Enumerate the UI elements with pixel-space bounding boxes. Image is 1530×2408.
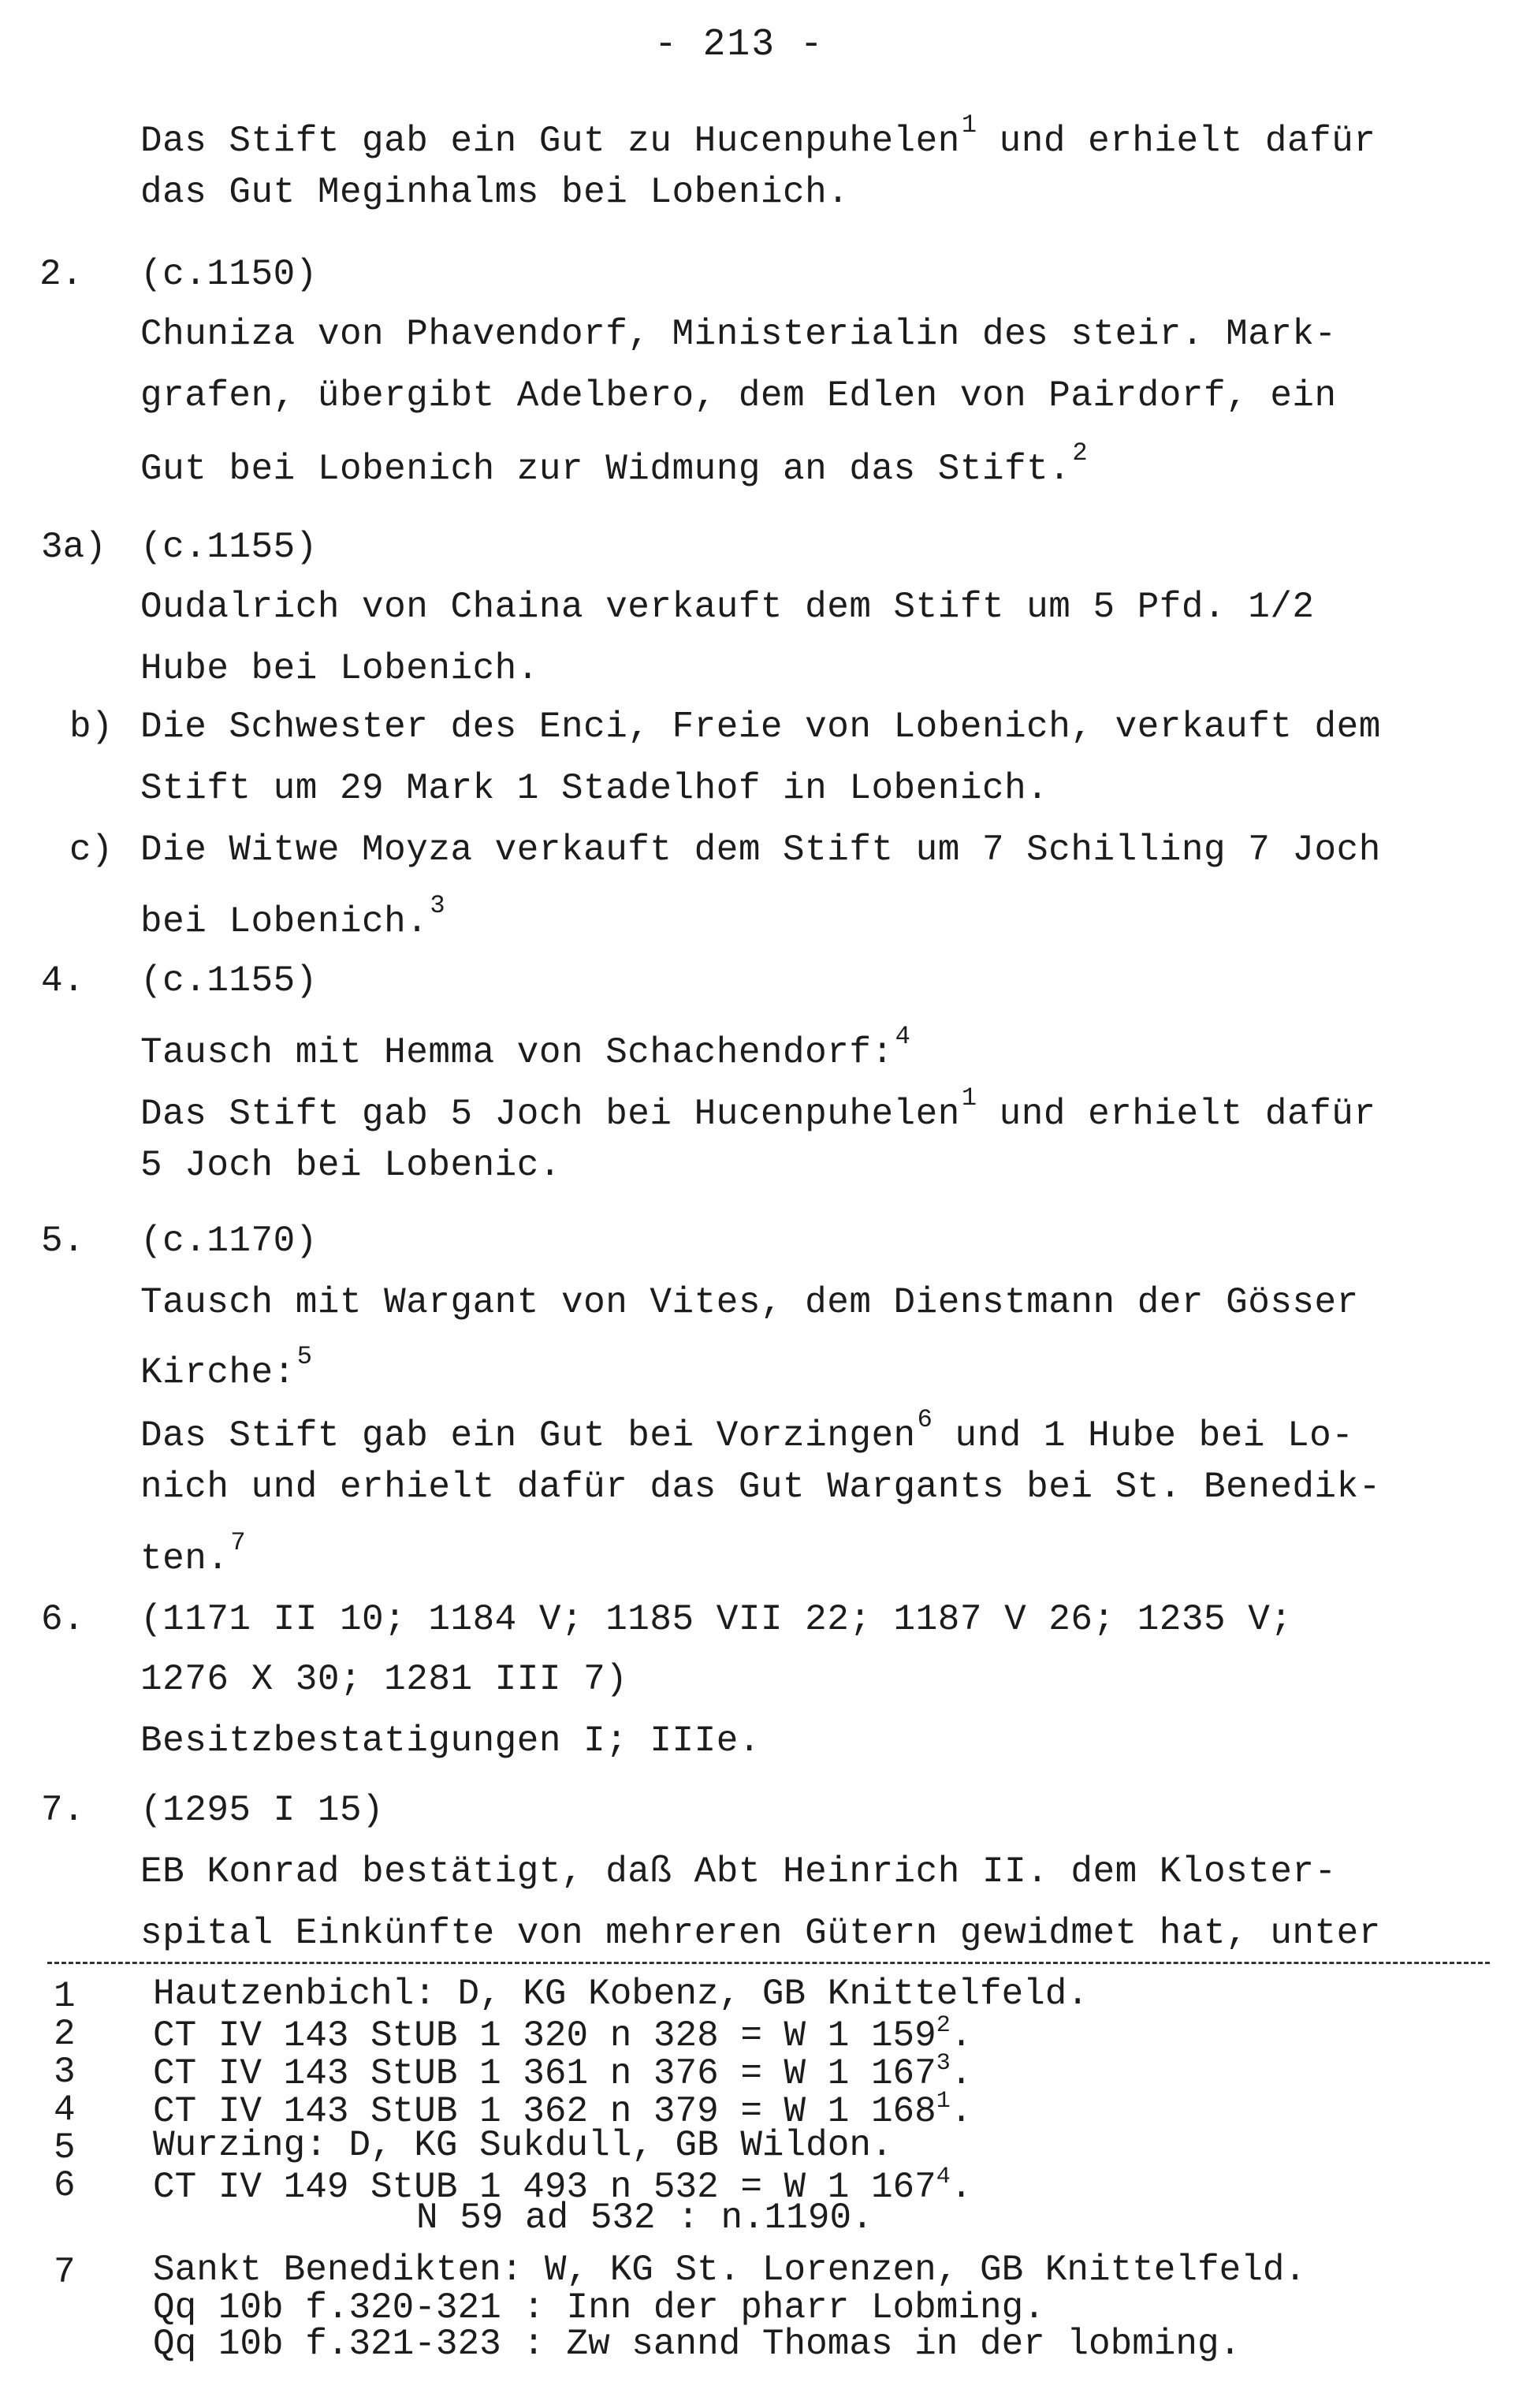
- footnote-number: 4: [54, 2089, 76, 2130]
- page-number: - 213 -: [654, 24, 825, 66]
- footnote-marker: 5: [296, 1342, 313, 1371]
- entry-line: [140, 1083, 1376, 1135]
- footnote-tail: .: [950, 2015, 973, 2056]
- line-text: EB Konrad bestätigt, daß Abt Heinrich II. dem Kloster-: [140, 1851, 1337, 1892]
- entry-line: [140, 375, 1337, 416]
- entry-line: [140, 1913, 1381, 1954]
- line-text: (1295 I 15): [140, 1790, 385, 1831]
- footnote-number: 1: [54, 1976, 76, 2017]
- footnote-marker: 3: [430, 891, 446, 920]
- footnote-superscript: 4: [936, 2164, 951, 2190]
- entry-line: [140, 1221, 318, 1262]
- footnote-line: [153, 2089, 972, 2130]
- footnote-line: [153, 2287, 1045, 2328]
- footnote-tail: .: [950, 2091, 973, 2132]
- footnote-marker: 1: [961, 110, 977, 140]
- entry-line: [140, 1599, 1292, 1640]
- footnote-tail: .: [950, 2053, 973, 2094]
- footnote-marker: 1: [961, 1083, 977, 1113]
- entry-line: [140, 1145, 561, 1186]
- entry-line: [140, 1282, 1359, 1323]
- line-text: (c.1155): [140, 527, 318, 568]
- line-text: Oudalrich von Chaina verkauft dem Stift um 5 Pfd. 1/2: [140, 587, 1315, 628]
- footnote-number: 3: [54, 2052, 76, 2093]
- line-text: ten.: [140, 1538, 229, 1579]
- entry-line: [140, 960, 318, 1001]
- footnote-text: CT IV 143 StUB 1 362 n 379 = W 1 168: [153, 2091, 936, 2132]
- entry-number: 6.: [41, 1599, 85, 1640]
- entry-line: [140, 587, 1315, 628]
- footnote-text: CT IV 143 StUB 1 320 n 328 = W 1 159: [153, 2015, 936, 2056]
- footnote-line: [153, 1974, 1089, 2015]
- footnote-text: Sankt Benedikten: W, KG St. Lorenzen, GB Knittelfeld.: [153, 2250, 1307, 2291]
- line-text: nich und erhielt dafür das Gut Wargants bei St. Benedik-: [140, 1467, 1381, 1508]
- footnote-text: CT IV 143 StUB 1 361 n 376 = W 1 167: [153, 2053, 936, 2094]
- entry-line: [140, 527, 318, 568]
- footnote-number: 7: [54, 2252, 76, 2293]
- entry-line: [140, 829, 1381, 870]
- line-text: Tausch mit Wargant von Vites, dem Dienstmann der Gösser: [140, 1282, 1359, 1323]
- line-tail: und erhielt dafür: [977, 1094, 1376, 1135]
- line-text: Besitzbestatigungen I; IIIe.: [140, 1720, 761, 1761]
- entry-line: [140, 768, 1048, 809]
- line-text: Kirche:: [140, 1352, 296, 1393]
- footnote-superscript: 3: [936, 2050, 951, 2077]
- line-tail: und 1 Hube bei Lo-: [933, 1415, 1354, 1456]
- line-text: Chuniza von Phavendorf, Ministerialin des steir. Mark-: [140, 314, 1337, 355]
- entry-line: [140, 706, 1381, 747]
- footnote-line: [153, 2250, 1307, 2291]
- line-text: Das Stift gab 5 Joch bei Hucenpuhelen: [140, 1094, 960, 1135]
- entry-line: [140, 1405, 1353, 1456]
- entry-line: [140, 438, 1088, 490]
- line-text: Das Stift gab ein Gut zu Hucenpuhelen: [140, 121, 960, 162]
- line-text: Die Schwester des Enci, Freie von Lobenich, verkauft dem: [140, 706, 1381, 747]
- intro-line: [140, 172, 849, 213]
- entry-line: [140, 254, 318, 295]
- footnote-text: Qq 10b f.321-323 : Zw sannd Thomas in der lobming.: [153, 2324, 1241, 2365]
- line-text: (c.1150): [140, 254, 318, 295]
- line-text: das Gut Meginhalms bei Lobenich.: [140, 172, 850, 213]
- entry-number: c): [69, 829, 114, 870]
- entry-number: 7.: [41, 1790, 85, 1831]
- entry-line: [140, 1467, 1381, 1508]
- entry-line: [140, 314, 1337, 355]
- entry-number: 3a): [41, 527, 106, 568]
- footnote-line: [153, 2014, 972, 2054]
- entry-line: [140, 1659, 627, 1700]
- line-text: Das Stift gab ein Gut bei Vorzingen: [140, 1415, 916, 1456]
- line-text: spital Einkünfte von mehreren Gütern gewidmet hat, unter: [140, 1913, 1381, 1954]
- line-text: (c.1155): [140, 960, 318, 1001]
- footnote-line: [153, 2052, 972, 2092]
- entry-number: b): [69, 706, 114, 747]
- footnote-text: N 59 ad 532 : n.1190.: [416, 2197, 873, 2238]
- footnote-marker: 7: [230, 1528, 247, 1557]
- entry-number: 5.: [41, 1221, 85, 1262]
- line-text: (c.1170): [140, 1221, 318, 1262]
- footnote-text: CT IV 149 StUB 1 493 n 532 = W 1 167: [153, 2167, 936, 2208]
- entry-line: [140, 1342, 312, 1393]
- footnote-marker: 2: [1072, 438, 1089, 468]
- footnote-line: [416, 2197, 873, 2238]
- line-text: (1171 II 10; 1184 V; 1185 VII 22; 1187 V 26; 1235 V;: [140, 1599, 1293, 1640]
- entry-line: [140, 1790, 384, 1831]
- line-text: Stift um 29 Mark 1 Stadelhof in Lobenich.: [140, 768, 1049, 809]
- footnote-line: [153, 2127, 893, 2164]
- footnote-superscript: 1: [936, 2088, 951, 2115]
- intro-line: [140, 110, 1376, 162]
- entry-line: [140, 1528, 246, 1579]
- footnote-marker: 6: [917, 1405, 933, 1434]
- entry-line: [140, 1851, 1337, 1892]
- footnote-text: Hautzenbichl: D, KG Kobenz, GB Knittelfeld.: [153, 1974, 1089, 2015]
- entry-number: 2.: [39, 254, 84, 295]
- entry-number: 4.: [41, 960, 85, 1001]
- footnote-tail: .: [950, 2167, 973, 2208]
- line-text: Gut bei Lobenich zur Widmung an das Stift.: [140, 449, 1071, 490]
- entry-line: [140, 1720, 761, 1761]
- footnote-separator: [47, 1962, 1490, 1964]
- line-text: bei Lobenich.: [140, 901, 429, 942]
- line-text: grafen, übergibt Adelbero, dem Edlen von Pairdorf, ein: [140, 375, 1337, 416]
- footnote-text: Qq 10b f.320-321 : Inn der pharr Lobming.: [153, 2287, 1045, 2328]
- footnote-line: [153, 2324, 1241, 2365]
- entry-line: [140, 1022, 910, 1073]
- footnote-number: 6: [54, 2165, 76, 2206]
- line-tail: und erhielt dafür: [977, 121, 1376, 162]
- line-text: Tausch mit Hemma von Schachendorf:: [140, 1032, 894, 1073]
- entry-line: [140, 648, 539, 689]
- footnote-marker: 4: [895, 1022, 911, 1051]
- line-text: Die Witwe Moyza verkauft dem Stift um 7 Schilling 7 Joch: [140, 829, 1381, 870]
- line-text: 5 Joch bei Lobenic.: [140, 1145, 561, 1186]
- footnote-number: 5: [54, 2127, 76, 2168]
- line-text: Hube bei Lobenich.: [140, 648, 539, 689]
- entry-line: [140, 891, 445, 942]
- footnote-number: 2: [54, 2014, 76, 2055]
- line-text: 1276 X 30; 1281 III 7): [140, 1659, 628, 1700]
- footnote-text: Wurzing: D, KG Sukdull, GB Wildon.: [153, 2125, 893, 2166]
- footnote-superscript: 2: [936, 2012, 951, 2039]
